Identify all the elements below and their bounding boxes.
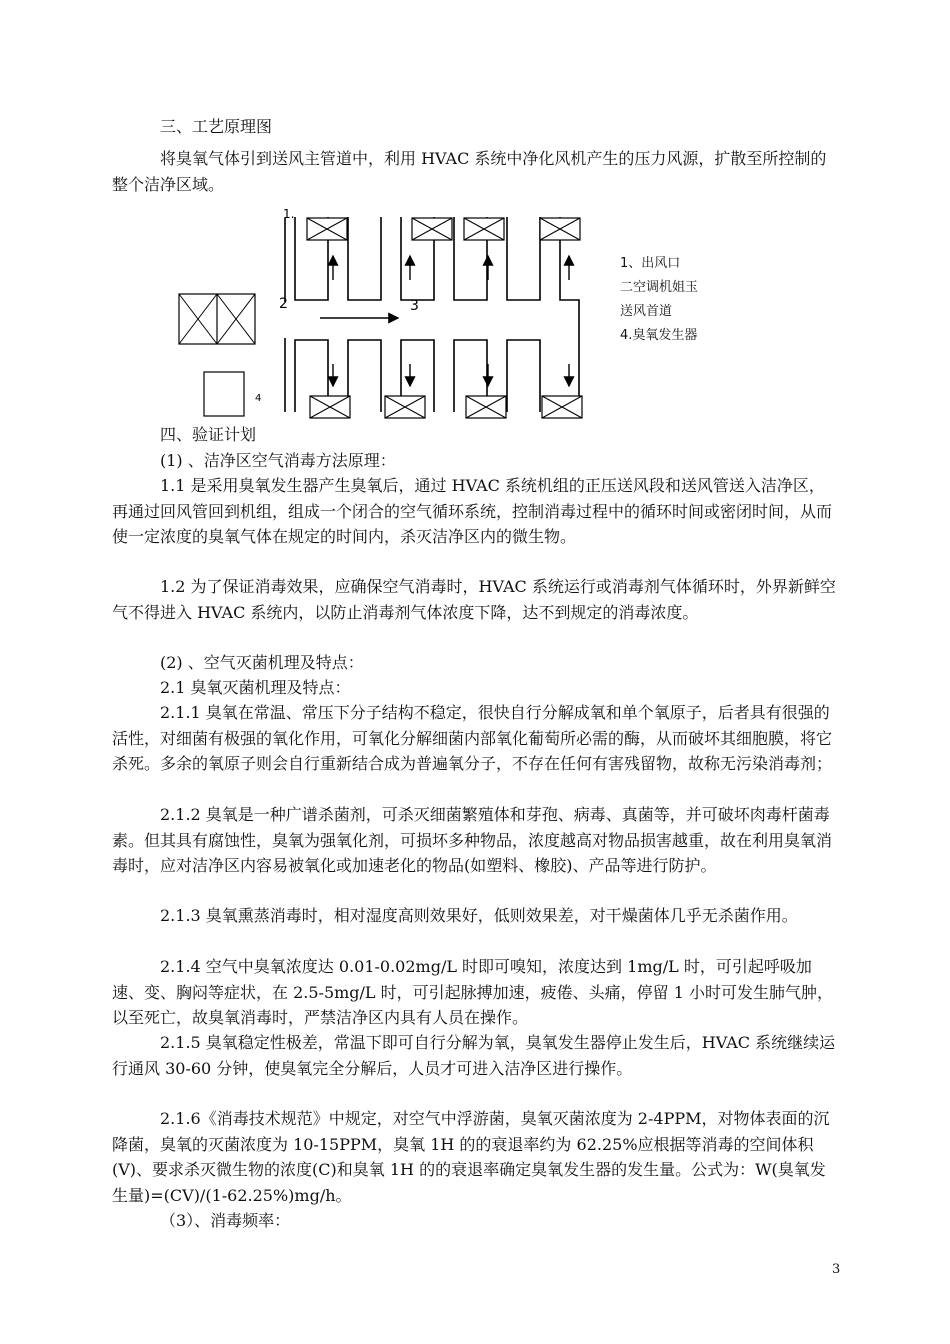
label-1: 1. <box>283 207 295 221</box>
process-diagram <box>170 206 610 422</box>
section3-text: 将臭氧气体引到送风主管道中，利用 HVAC 系统中净化风机产生的压力风源，扩散至所控制的整个洁净区域。 <box>112 149 827 194</box>
section4-sub3-heading: （3）、消毒频率： <box>160 1211 291 1230</box>
flow-arrows <box>320 256 569 386</box>
section4-heading: 四、验证计划 <box>160 425 257 444</box>
paragraph-2-1: 2.1 臭氧灭菌机理及特点： <box>160 678 351 697</box>
label-2: 2 <box>279 296 288 312</box>
diagram-legend <box>620 252 698 348</box>
legend-item: 4.臭氧发生器 <box>620 328 698 343</box>
paragraph-2-1-1: 2.1.1 臭氧在常温、常压下分子结构不稳定，很快自行分解成氧和单个氧原子，后者具有很强的活性，对细菌有极强的氧化作用，可氧化分解细菌内部氧化葡萄所必需的酶，从而破坏其细胞膜，将它杀死。多余的氧原子则会自行重新结合成为普遍氧分子，不存在任何有害残留物，故称无污染消毒剂； <box>112 703 833 773</box>
legend-item: 1、出风口 <box>620 256 681 271</box>
ozone-generator <box>204 372 244 416</box>
paragraph-1-1: 1.1 是采用臭氧发生器产生臭氧后，通过 HVAC 系统机组的正压送风段和送风管送入洁净区，再通过回风管回到机组，组成一个闭合的空气循环系统，控制消毒过程中的循环时间或密闭时间，从而使一定浓度的臭氧气体在规定的时间内，杀灭洁净区内的微生物。 <box>112 476 833 546</box>
paragraph-2-1-4: 2.1.4 空气中臭氧浓度达 0.01-0.02mg/L 时即可嗅知，浓度达到 1mg/L 时，可引起呼吸加速、变、胸闷等症状，在 2.5-5mg/L 时，可引起脉搏加速，疲倦、头痛，停留 1 小时可发生肺气肿，以至死亡，故臭氧消毒时，严禁洁净区内具有人员在操作。 <box>112 957 833 1027</box>
label-3: 3 <box>410 298 419 314</box>
section3-heading: 三、工艺原理图 <box>160 117 273 136</box>
section4-sub1-heading: (1) 、洁净区空气消毒方法原理： <box>160 451 396 470</box>
label-4: 4 <box>255 393 262 404</box>
air-handler-unit <box>179 294 255 344</box>
duct-outline <box>285 217 579 412</box>
paragraph-2-1-5: 2.1.5 臭氧稳定性极差，常温下即可自行分解为氧，臭氧发生器停止发生后，HVAC 系统继续运行通风 30-60 分钟，使臭氧完全分解后，人员才可进入洁净区进行操作。 <box>112 1033 836 1078</box>
paragraph-1-2: 1.2 为了保证消毒效果，应确保空气消毒时，HVAC 系统运行或消毒剂气体循环时，外界新鲜空气不得进入 HVAC 系统内，以防止消毒剂气体浓度下降，达不到规定的消毒浓度。 <box>112 577 836 622</box>
paragraph-2-1-6: 2.1.6《消毒技术规范》中规定，对空气中浮游菌，臭氧灭菌浓度为 2-4PPM，对物体表面的沉降菌，臭氧的灭菌浓度为 10-15PPM，臭氧 1H 的的衰退率约为 62.25%应根据等消毒的空间体积(V)、要求杀灭微生物的浓度(C)和臭氧 1H 的的衰退率确定臭氧发生器的发生量。公式为：W(臭氧发生量)=(CV)/(1-62.25%)mg/h。 <box>112 1109 830 1205</box>
page-number: 3 <box>832 1262 841 1277</box>
legend-item: 送风首道 <box>620 304 673 319</box>
section4-sub2-heading: (2) 、空气灭菌机理及特点： <box>160 653 364 672</box>
legend-item: 二空调机姐玉 <box>620 280 699 295</box>
paragraph-2-1-2: 2.1.2 臭氧是一种广谱杀菌剂，可杀灭细菌繁殖体和芽孢、病毒、真菌等，并可破坏肉毒杆菌毒素。但其具有腐蚀性，臭氧为强氧化剂，可损坏多种物品，浓度越高对物品损害越重，故在利用臭氧消毒时，应对洁净区内容易被氧化或加速老化的物品(如塑料、橡胶)、产品等进行防护。 <box>112 805 833 875</box>
paragraph-2-1-3: 2.1.3 臭氧熏蒸消毒时，相对湿度高则效果好，低则效果差，对干燥菌体几乎无杀菌作用。 <box>160 906 798 925</box>
